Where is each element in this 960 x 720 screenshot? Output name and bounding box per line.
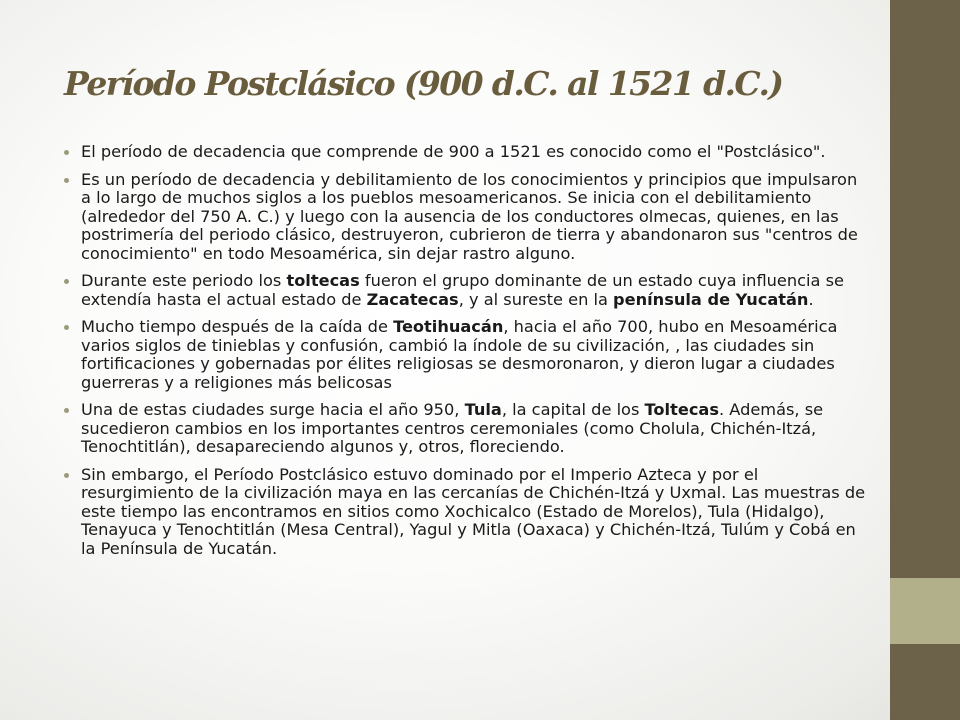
bold-term: Toltecas bbox=[644, 400, 719, 419]
bullet-dot-icon bbox=[64, 279, 69, 284]
bullet-list bbox=[64, 143, 872, 567]
bullet-text: Una de estas ciudades surge hacia el año 950, bbox=[81, 400, 465, 419]
bold-term: Zacatecas bbox=[366, 289, 459, 309]
bullet-text: , hacia el año 700, hubo en Mesoamérica varios siglos de tinieblas y confusión, cambió la índole de su civilización, , las ciudades sin fortificaciones y gobernadas por élites religiosas se desmoronaron, y dieron lugar a ciudades guerreras y a religiones más belicosas bbox=[81, 317, 838, 392]
bullet-item bbox=[64, 272, 872, 309]
bullet-text: , la capital de los bbox=[501, 400, 645, 419]
bold-term: toltecas bbox=[286, 271, 360, 290]
bullet-dot-icon bbox=[64, 325, 69, 330]
bullet-item bbox=[64, 466, 872, 559]
bullet-dot-icon bbox=[64, 178, 69, 183]
bullet-text: , y al sureste en la bbox=[458, 289, 614, 309]
bold-term: península de Yucatán bbox=[613, 289, 809, 309]
bullet-dot-icon bbox=[64, 150, 69, 155]
bullet-dot-icon bbox=[64, 473, 69, 478]
bullet-item bbox=[64, 318, 872, 392]
bullet-text: El período de decadencia que comprende de 900 a 1521 es conocido como el "Postclásico". bbox=[81, 142, 826, 161]
bold-term: Tula bbox=[464, 400, 502, 419]
bullet-text: . Además, se sucedieron cambios en los importantes centros ceremoniales (como Cholula, Chichén-Itzá, Tenochtitlán), desapareciendo algunos y, otros, floreciendo. bbox=[81, 400, 824, 456]
bullet-text: Mucho tiempo después de la caída de bbox=[81, 317, 394, 336]
slide-title: Período Postclásico (900 d.C. al 1521 d.C.) bbox=[64, 64, 783, 103]
bold-term: Teotihuacán bbox=[393, 317, 504, 336]
bullet-dot-icon bbox=[64, 408, 69, 413]
bullet-item bbox=[64, 401, 872, 457]
bullet-text: Sin embargo, el Período Postclásico estuvo dominado por el Imperio Azteca y por el resurgimiento de la civilización maya en las cercanías de Chichén-Itzá y Uxmal. Las muestras de este tiempo las encontramos en sitios como Xochicalco (Estado de Morelos), Tula (Hidalgo), Tenayuca y Tenochtitlán (Mesa Central), Yagul y Mitla (Oaxaca) y Chichén-Itzá, Tulúm y Cobá en la Península de Yucatán. bbox=[81, 464, 866, 558]
bullet-item bbox=[64, 171, 872, 264]
bullet-text: Es un período de decadencia y debilitamiento de los conocimientos y principios que impulsaron a lo largo de muchos siglos a los pueblos mesoamericanos. Se inicia con el debilitamiento (alrededor del 750 A. C.) y luego con la ausencia de los conductores olmecas, quienes, en las postrimería del periodo clásico, destruyeron, cubrieron de tierra y abandonaron sus "centros de conocimiento" en todo Mesoamérica, sin dejar rastro alguno. bbox=[81, 169, 858, 263]
bullet-text: fueron el grupo dominante de un estado cuya influencia se extendía hasta el actual estado de bbox=[81, 271, 844, 309]
side-band-accent bbox=[890, 578, 960, 644]
bullet-text: . bbox=[808, 289, 814, 309]
bullet-text: Durante este periodo los bbox=[81, 271, 287, 290]
bullet-item bbox=[64, 143, 872, 162]
